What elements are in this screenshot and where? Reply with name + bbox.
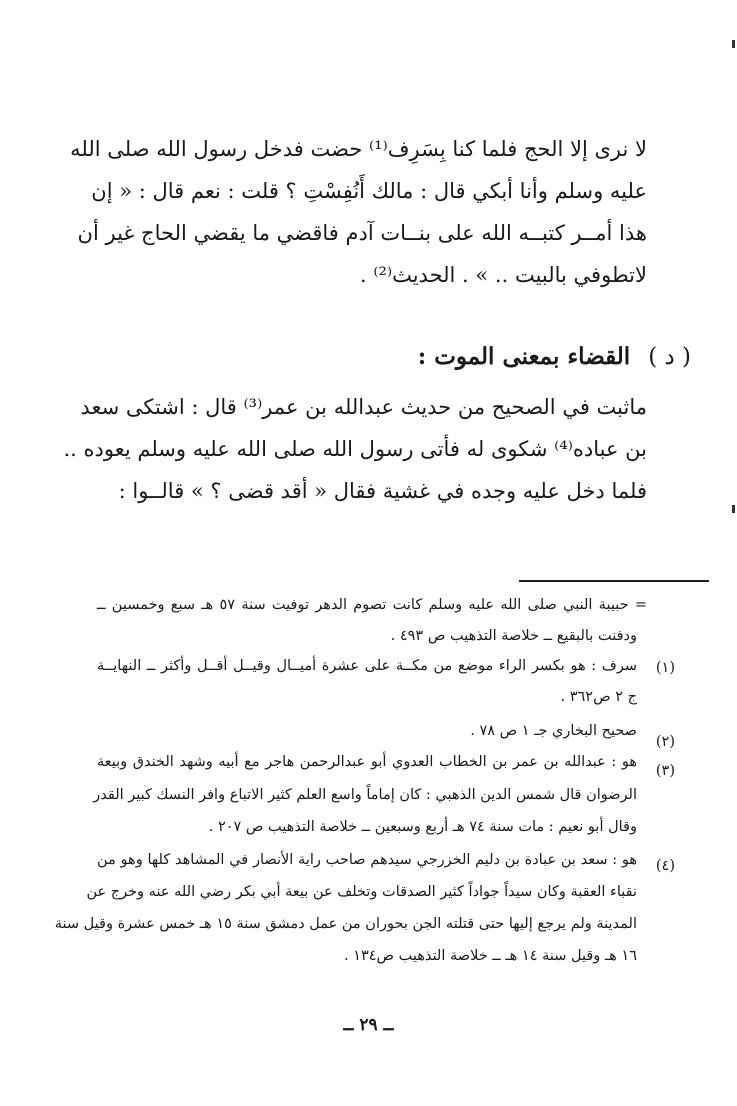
section-title: القضاء بمعنى الموت : bbox=[417, 343, 631, 370]
footnote-number-2: (٢) bbox=[655, 734, 675, 750]
footnote-3-line-3: وقال أبو نعيم : مات سنة ٧٤ هـ أربع وسبعين ــ خلاصة التذهيب ص ٢٠٧ . bbox=[208, 819, 637, 835]
section-text-line-1: ماثبت في الصحيح من حديث عبدالله بن عمر⁽³⁾ قال : اشتكى سعد bbox=[80, 395, 647, 419]
footnote-continuation-line-1: = حبيبة النبي صلى الله عليه وسلم كانت تصوم الدهر توفيت سنة ٥٧ هـ سبع وخمسين ــ bbox=[97, 597, 647, 613]
scan-edge-mark bbox=[732, 40, 735, 48]
main-text-line-4: لاتطوفي بالبيت .. » . الحديث⁽²⁾ . bbox=[360, 263, 647, 287]
section-heading bbox=[418, 343, 691, 370]
footnote-4-line-1: هو : سعد بن عبادة بن دليم الخزرجي سيدهم صاحب راية الأنصار في المشاهد كلها وهو من bbox=[97, 852, 637, 868]
footnote-2-line-1: صحيح البخاري جـ ١ ص ٧٨ . bbox=[470, 723, 637, 739]
main-text-line-3: هذا أمــر كتبــه الله على بنــات آدم فاقضي ما يقضي الحاج غير أن bbox=[77, 221, 647, 245]
footnote-number-3: (٣) bbox=[655, 763, 675, 779]
footnote-1-line-1: سرف : هو بكسر الراء موضع من مكــة على عشرة أميــال وقيــل أقــل وأكثر ــ النهايــة bbox=[97, 658, 637, 674]
scan-edge-mark bbox=[732, 505, 735, 513]
section-text-line-3: فلما دخل عليه وجده في غشية فقال « أقد قضى ؟ » قالــوا : bbox=[118, 479, 647, 503]
footnote-3-line-2: الرضوان قال شمس الدين الذهبي : كان إماماً واسع العلم كثير الاتباع وافر النسك كبير القدر bbox=[93, 787, 637, 803]
footnote-separator bbox=[519, 580, 709, 582]
main-text-line-1: لا نرى إلا الحج فلما كنا بِسَرِف⁽¹⁾ حضت فدخل رسول الله صلى الله bbox=[70, 137, 647, 161]
footnote-4-line-3: المدينة ولم يرجع إليها حتى قتلته الجن بحوران من عمل دمشق سنة ١٥ هـ خمس عشرة وقيل سنة bbox=[54, 916, 637, 932]
main-text-line-2: عليه وسلم وأنا أبكي قال : مالك أَنُفِسْتِ ؟ قلت : نعم قال : « إن bbox=[91, 179, 647, 203]
footnote-continuation-line-2: ودفنت بالبقيع ــ خلاصة التذهيب ص ٤٩٣ . bbox=[390, 628, 637, 644]
footnote-4-line-2: نقباء العقبة وكان سيداً جواداً كثير الصدقات وتخلف عن بيعة أبي بكر رضي الله عنه وخرج عن bbox=[86, 884, 637, 900]
footnote-3-line-1: هو : عبدالله بن عمر بن الخطاب العدوي أبو عبدالرحمن هاجر مع أبيه وشهد الخندق وبيعة bbox=[97, 754, 637, 770]
footnote-4-line-4: ١٦ هـ وقيل سنة ١٤ هـ ــ خلاصة التذهيب ص١٣٤ . bbox=[343, 948, 637, 964]
section-text-line-2: بن عباده⁽⁴⁾ شكوى له فأتى رسول الله صلى الله عليه وسلم يعوده .. bbox=[63, 437, 647, 461]
page-number: ــ ٢٩ ــ bbox=[343, 1015, 394, 1035]
footnote-number-4: (٤) bbox=[655, 858, 675, 874]
footnote-1-line-2: ج ٢ ص٣٦٢ . bbox=[560, 689, 637, 705]
footnote-number-1: (١) bbox=[655, 660, 675, 676]
section-tag: ( د ) bbox=[648, 344, 691, 370]
